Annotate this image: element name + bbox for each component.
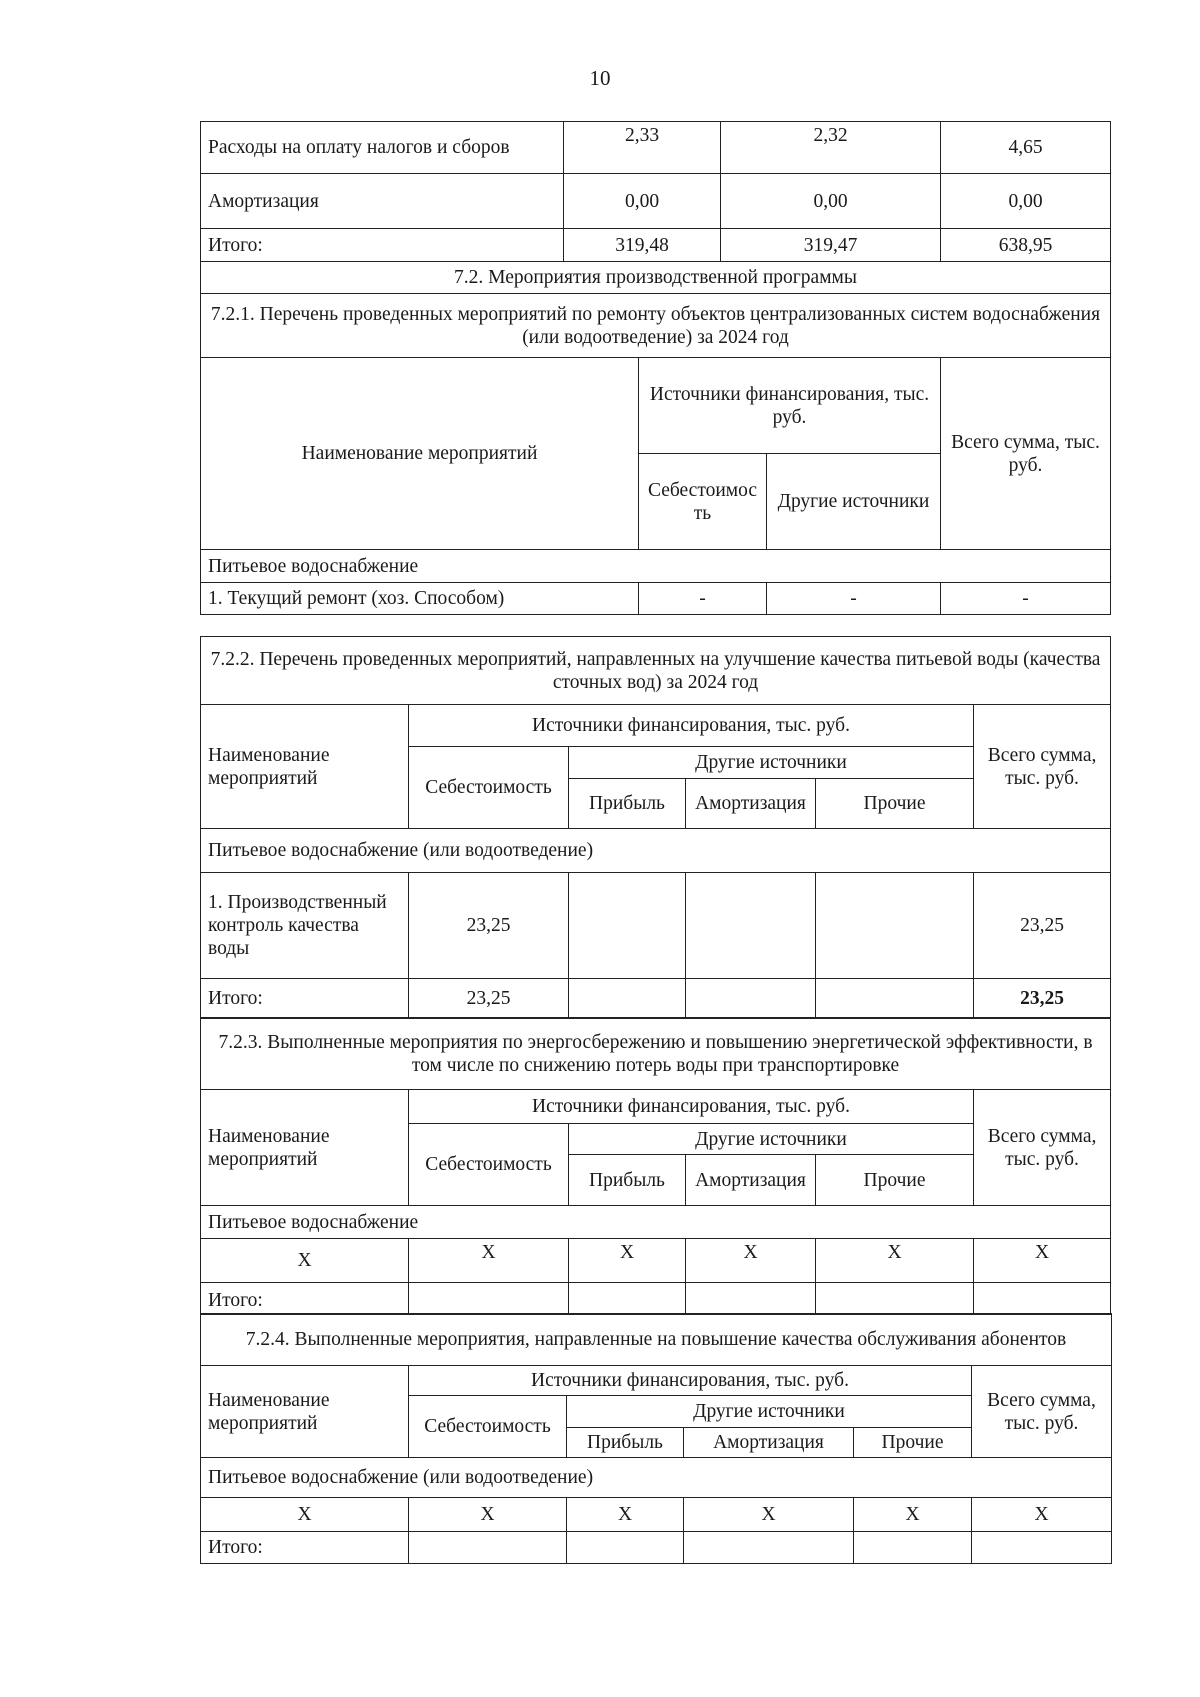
row-label: Итого: <box>201 1283 409 1315</box>
table-header-row <box>201 705 1111 747</box>
value-cell: X <box>201 1498 409 1532</box>
table-row <box>201 873 1111 979</box>
section-heading: 7.2.1. Перечень проведенных мероприятий по ремонту объектов централизованных систем водоснабжения (или водоотведение) за 2024 год <box>201 294 1111 358</box>
table-row <box>201 1458 1112 1498</box>
table-row <box>201 1498 1112 1532</box>
empty-cell <box>569 979 686 1019</box>
row-label: Итого: <box>201 1532 409 1564</box>
value-cell: X <box>409 1239 569 1283</box>
column-header: Всего сумма, тыс. руб. <box>974 1090 1111 1206</box>
value-cell: 23,25 <box>974 979 1111 1019</box>
group-label: Питьевое водоснабжение (или водоотведение) <box>201 829 1111 873</box>
empty-cell <box>569 1283 686 1315</box>
page-number: 10 <box>589 66 611 90</box>
empty-cell <box>409 1283 569 1315</box>
empty-cell <box>686 1283 816 1315</box>
row-label: Расходы на оплату налогов и сборов <box>201 122 564 174</box>
table-row <box>201 1018 1111 1090</box>
empty-cell <box>972 1532 1112 1564</box>
value-cell: X <box>974 1239 1111 1283</box>
column-header: Другие источники <box>569 1124 974 1155</box>
section-heading: 7.2.4. Выполненные мероприятия, направленные на повышение качества обслуживания абонентов <box>201 1314 1112 1366</box>
column-header: Прочие <box>816 779 974 829</box>
value-cell: 23,25 <box>409 979 569 1019</box>
row-label: Итого: <box>201 979 409 1019</box>
column-header: Источники финансирования, тыс. руб. <box>409 705 974 747</box>
value-cell: 319,47 <box>721 229 941 262</box>
column-header: Амортизация <box>686 779 816 829</box>
row-label: 1. Текущий ремонт (хоз. Способом) <box>201 583 639 615</box>
row-label: Итого: <box>201 229 564 262</box>
column-header: Себестоимость <box>409 747 569 829</box>
value-cell: - <box>941 583 1111 615</box>
column-header: Наименование мероприятий <box>201 1090 409 1206</box>
table-row <box>201 550 1111 583</box>
empty-cell <box>409 1532 567 1564</box>
column-header: Себестоимость <box>409 1124 569 1206</box>
value-cell: 0,00 <box>941 174 1111 229</box>
table-row <box>201 979 1111 1019</box>
table-row <box>201 829 1111 873</box>
table-row <box>201 1239 1111 1283</box>
empty-cell <box>816 1283 974 1315</box>
value-cell: X <box>569 1239 686 1283</box>
column-header: Другие источники <box>567 1396 972 1428</box>
table-row <box>201 122 1111 174</box>
group-label: Питьевое водоснабжение (или водоотведение) <box>201 1458 1112 1498</box>
value-cell: 23,25 <box>409 873 569 979</box>
column-header: Прибыль <box>567 1428 684 1458</box>
value-cell: - <box>767 583 941 615</box>
table-row <box>201 1283 1111 1315</box>
empty-cell <box>974 1283 1111 1315</box>
column-header: Другие источники <box>569 747 974 779</box>
value-cell: 638,95 <box>941 229 1111 262</box>
value-cell: X <box>972 1498 1112 1532</box>
value-cell: 2,32 <box>721 122 941 174</box>
table-energy-saving <box>200 1017 1111 1315</box>
value-cell: 0,00 <box>721 174 941 229</box>
value-cell: X <box>684 1498 854 1532</box>
value-cell: X <box>201 1239 409 1283</box>
column-header: Источники финансирования, тыс. руб. <box>409 1366 972 1396</box>
table-row <box>201 174 1111 229</box>
column-header: Себестоимость <box>639 454 767 550</box>
table-water-quality <box>200 636 1111 1019</box>
empty-cell <box>816 979 974 1019</box>
value-cell: X <box>816 1239 974 1283</box>
table-row <box>201 262 1111 294</box>
group-label: Питьевое водоснабжение <box>201 550 1111 583</box>
value-cell: 2,33 <box>564 122 721 174</box>
column-header: Амортизация <box>686 1155 816 1206</box>
value-cell: 319,48 <box>564 229 721 262</box>
section-heading: 7.2. Мероприятия производственной программы <box>201 262 1111 294</box>
table-header-row <box>201 358 1111 454</box>
empty-cell <box>567 1532 684 1564</box>
column-header: Наименование мероприятий <box>201 1366 409 1458</box>
empty-cell <box>816 873 974 979</box>
table-row <box>201 294 1111 358</box>
column-header: Себестоимость <box>409 1396 567 1458</box>
column-header: Наименование мероприятий <box>201 705 409 829</box>
table-row <box>201 637 1111 705</box>
empty-cell <box>684 1532 854 1564</box>
column-header: Амортизация <box>684 1428 854 1458</box>
table-header-row <box>201 1090 1111 1124</box>
table-row <box>201 1532 1112 1564</box>
column-header: Источники финансирования, тыс. руб. <box>409 1090 974 1124</box>
empty-cell <box>854 1532 972 1564</box>
column-header: Прочие <box>854 1428 972 1458</box>
value-cell: 4,65 <box>941 122 1111 174</box>
table-header-row <box>201 1366 1112 1396</box>
row-label: Амортизация <box>201 174 564 229</box>
value-cell: X <box>854 1498 972 1532</box>
empty-cell <box>686 873 816 979</box>
table-customer-service <box>200 1313 1112 1564</box>
column-header: Прибыль <box>569 1155 686 1206</box>
value-cell: X <box>409 1498 567 1532</box>
column-header: Прибыль <box>569 779 686 829</box>
column-header: Всего сумма, тыс. руб. <box>972 1366 1112 1458</box>
column-header: Другие источники <box>767 454 941 550</box>
table-expenses-and-repairs <box>200 121 1111 615</box>
value-cell: X <box>567 1498 684 1532</box>
value-cell: X <box>686 1239 816 1283</box>
group-label: Питьевое водоснабжение <box>201 1206 1111 1239</box>
section-heading: 7.2.3. Выполненные мероприятия по энергосбережению и повышению энергетической эффективности, в том числе по снижению потерь воды при транспортировке <box>201 1018 1111 1090</box>
value-cell: - <box>639 583 767 615</box>
section-heading: 7.2.2. Перечень проведенных мероприятий, направленных на улучшение качества питьевой воды (качества сточных вод) за 2024 год <box>201 637 1111 705</box>
column-header: Прочие <box>816 1155 974 1206</box>
table-row <box>201 1206 1111 1239</box>
table-row <box>201 1314 1112 1366</box>
table-row <box>201 229 1111 262</box>
value-cell: 23,25 <box>974 873 1111 979</box>
column-header: Наименование мероприятий <box>201 358 639 550</box>
column-header: Всего сумма, тыс. руб. <box>974 705 1111 829</box>
column-header: Источники финансирования, тыс. руб. <box>639 358 941 454</box>
value-cell: 0,00 <box>564 174 721 229</box>
empty-cell <box>569 873 686 979</box>
row-label: 1. Производственный контроль качества воды <box>201 873 409 979</box>
table-row <box>201 583 1111 615</box>
column-header: Всего сумма, тыс. руб. <box>941 358 1111 550</box>
empty-cell <box>686 979 816 1019</box>
